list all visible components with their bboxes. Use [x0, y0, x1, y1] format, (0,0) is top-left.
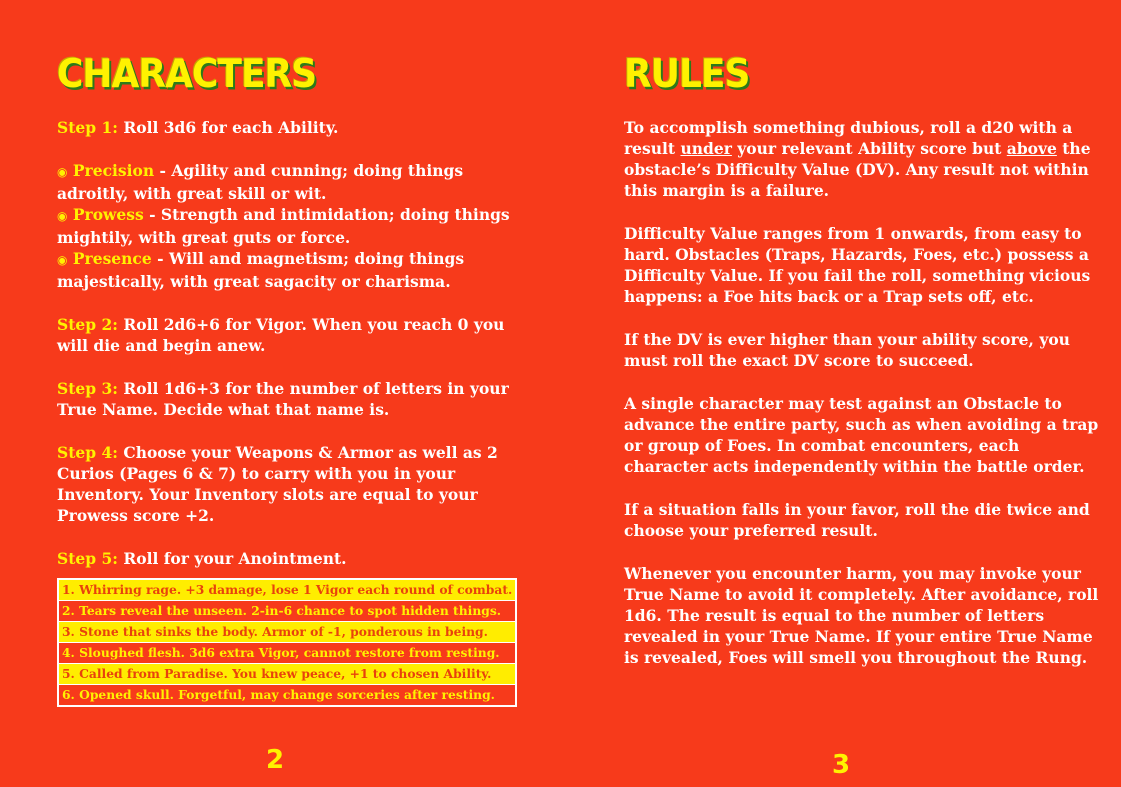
step-3 [57, 378, 527, 420]
table-row [58, 601, 516, 622]
rules-body [624, 117, 1104, 690]
underlined-word: under [680, 139, 732, 158]
rules-paragraph-4: A single character may test against an Obstacle to advance the entire party, such as when avoiding a trap or group of Foes. In combat encounters, each character acts independently within the battle order. [624, 394, 1099, 476]
ability-name: Precision [67, 161, 155, 180]
anointment-3: 3. Stone that sinks the body. Armor of -1, ponderous in being. [58, 622, 516, 643]
table-row [58, 685, 516, 707]
anointment-1: 1. Whirring rage. +3 damage, lose 1 Vigor each round of combat. [58, 579, 516, 601]
rules-paragraph-6: Whenever you encounter harm, you may invoke your True Name to avoid it completely. After avoidance, roll 1d6. The result is equal to the number of letters revealed in your True Name. If your entire True Name is revealed, Foes will smell you throughout the Rung. [624, 564, 1099, 667]
bullet-icon: ◉ [57, 165, 68, 179]
anointment-table [57, 578, 517, 707]
underlined-word: above [1006, 139, 1057, 158]
step-1-text: Roll 3d6 for each Ability. [117, 118, 339, 137]
step-5-label: Step 5: [57, 549, 118, 568]
step-1 [57, 117, 527, 138]
rules-paragraph-3: If the DV is ever higher than your ability score, you must roll the exact DV score to succeed. [624, 330, 1070, 370]
characters-body [57, 117, 527, 707]
table-row [58, 622, 516, 643]
rules-title: RULES [624, 52, 750, 98]
step-5-text: Roll for your Anointment. [117, 549, 347, 568]
right-page [560, 0, 1121, 787]
anointment-2: 2. Tears reveal the unseen. 2-in-6 chance to spot hidden things. [58, 601, 516, 622]
step-3-text: Roll 1d6+3 for the number of letters in your True Name. Decide what that name is. [57, 379, 509, 419]
left-page [0, 0, 560, 787]
page-number: 3 [832, 750, 851, 780]
bullet-icon: ◉ [57, 209, 68, 223]
step-2 [57, 314, 527, 356]
rules-paragraph-5: If a situation falls in your favor, roll the die twice and choose your preferred result. [624, 500, 1090, 540]
step-1-label: Step 1: [57, 118, 118, 137]
anointment-6: 6. Opened skull. Forgetful, may change sorceries after resting. [58, 685, 516, 707]
table-row [58, 664, 516, 685]
step-2-text: Roll 2d6+6 for Vigor. When you reach 0 you will die and begin anew. [57, 315, 505, 355]
ability-precision [57, 160, 527, 204]
text-run: your relevant Ability score but [731, 139, 1007, 158]
step-5 [57, 548, 527, 569]
ability-text: - Strength and intimidation; doing things mightily, with great guts or force. [57, 205, 510, 247]
anointment-5: 5. Called from Paradise. You knew peace, +1 to chosen Ability. [58, 664, 516, 685]
page-number: 2 [266, 745, 285, 775]
anointment-4: 4. Sloughed flesh. 3d6 extra Vigor, cannot restore from resting. [58, 643, 516, 664]
text-run: the obstacle’s Difficulty Value (DV). Any result not within this margin is a failure. [624, 139, 1091, 200]
step-2-label: Step 2: [57, 315, 118, 334]
ability-text: - Will and magnetism; doing things majestically, with great sagacity or charisma. [57, 249, 465, 291]
table-row [58, 643, 516, 664]
rules-paragraph-2: Difficulty Value ranges from 1 onwards, from easy to hard. Obstacles (Traps, Hazards, Foes, etc.) possess a Difficulty Value. If you fail the roll, something vicious happens: a Foe hits back or a Trap sets off, etc. [624, 224, 1091, 306]
step-4-label: Step 4: [57, 443, 118, 462]
ability-list [57, 160, 527, 292]
ability-text: - Agility and cunning; doing things adroitly, with great skill or wit. [57, 161, 464, 203]
step-4-text: Choose your Weapons & Armor as well as 2 Curios (Pages 6 & 7) to carry with you in your Inventory. Your Inventory slots are equal to your Prowess score +2. [57, 443, 498, 525]
rules-paragraph-1 [624, 117, 1104, 201]
ability-name: Presence [67, 249, 152, 268]
table-row [58, 579, 516, 601]
characters-title: CHARACTERS [57, 52, 317, 98]
ability-prowess [57, 204, 527, 248]
text-run: To accomplish something dubious, roll a d20 with a result [624, 118, 1073, 158]
bullet-icon: ◉ [57, 253, 68, 267]
step-3-label: Step 3: [57, 379, 118, 398]
ability-name: Prowess [67, 205, 144, 224]
ability-presence [57, 248, 527, 292]
step-4 [57, 442, 527, 526]
